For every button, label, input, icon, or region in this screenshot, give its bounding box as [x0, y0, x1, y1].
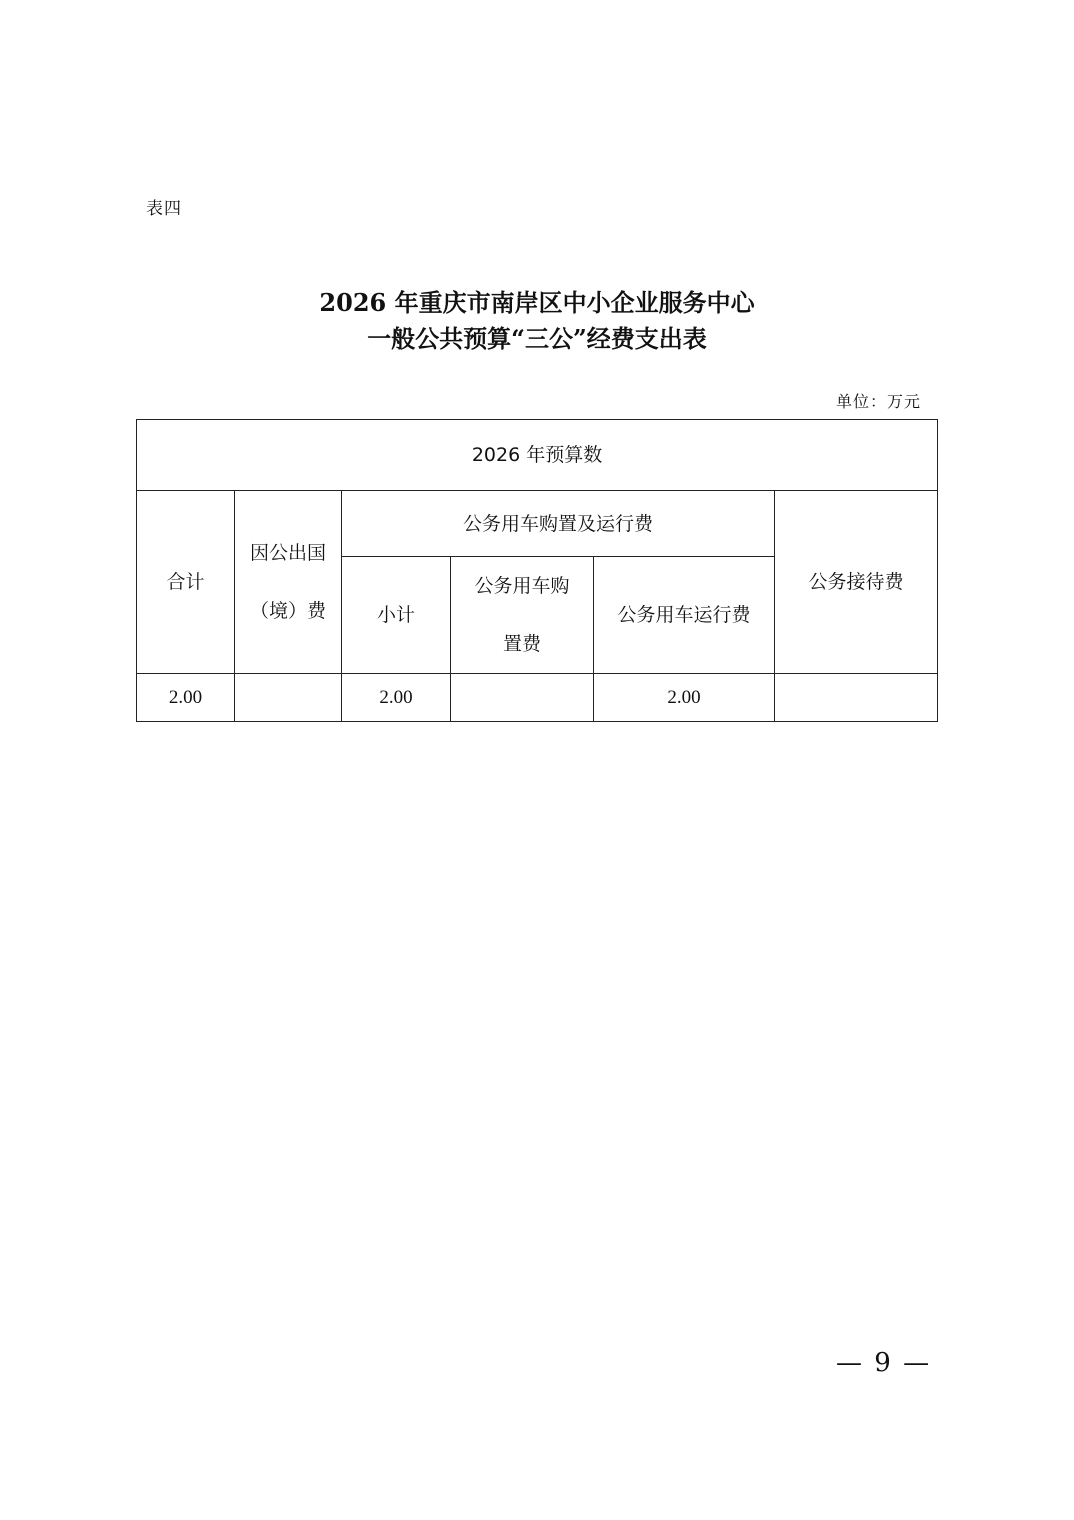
- header-vehicle-subtotal: 小计: [342, 557, 451, 674]
- cell-abroad: [235, 674, 342, 722]
- unit-label: 单位：万元: [836, 392, 922, 411]
- header-abroad: [235, 491, 342, 674]
- header-vehicle-group: 公务用车购置及运行费: [342, 491, 775, 557]
- table-row: [137, 674, 938, 722]
- header-reception: 公务接待费: [775, 491, 938, 674]
- document-title-line1: 2026 年重庆市南岸区中小企业服务中心: [319, 288, 755, 317]
- cell-vehicle-operation: 2.00: [594, 674, 775, 722]
- header-vehicle-purchase-line2: 置费: [502, 633, 541, 655]
- header-row-group: [137, 491, 938, 557]
- document-title-line2: 一般公共预算“三公”经费支出表: [367, 324, 707, 353]
- cell-reception: [775, 674, 938, 722]
- table-label: 表四: [146, 199, 182, 219]
- header-abroad-line2: （境）费: [249, 600, 326, 622]
- page-number: — 9 —: [836, 1348, 932, 1378]
- header-vehicle-operation: 公务用车运行费: [594, 557, 775, 674]
- budget-table: [136, 419, 938, 722]
- cell-vehicle-subtotal: 2.00: [342, 674, 451, 722]
- header-total: 合计: [137, 491, 235, 674]
- cell-vehicle-purchase: [451, 674, 594, 722]
- header-vehicle-purchase: [451, 557, 594, 674]
- header-abroad-line1: 因公出国: [249, 542, 326, 564]
- header-row-year: [137, 420, 938, 491]
- header-vehicle-purchase-line1: 公务用车购: [474, 575, 570, 597]
- cell-total: 2.00: [137, 674, 235, 722]
- header-budget-year: 2026 年预算数: [137, 420, 938, 491]
